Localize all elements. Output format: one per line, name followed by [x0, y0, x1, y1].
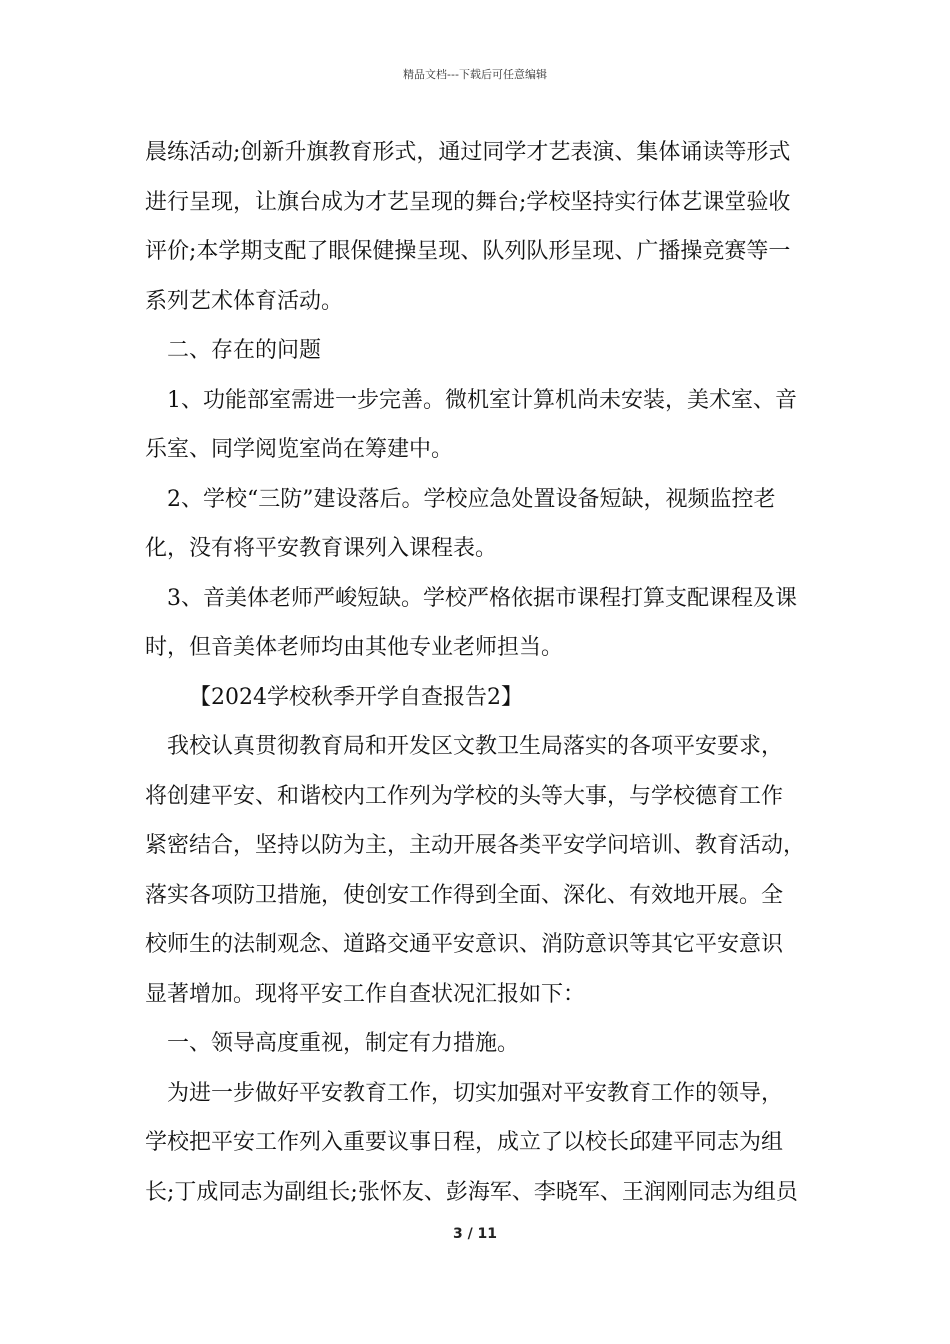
page-number: 3 / 11 — [452, 1226, 498, 1242]
report-title: 【2024学校秋季开学自查报告2】 — [189, 684, 523, 710]
body-line: 乐室、同学阅览室尚在筹建中。 — [145, 437, 454, 462]
body-line: 评价;本学期支配了眼保健操呈现、队列队形呈现、广播操竞赛等一 — [145, 239, 791, 264]
body-line: 紧密结合，坚持以防为主，主动开展各类平安学问培训、教育活动， — [145, 833, 806, 858]
body-line: 3、音美体老师严峻短缺。学校严格依据市课程打算支配课程及课 — [167, 585, 797, 611]
section-heading: 一、领导高度重视，制定有力措施。 — [167, 1031, 520, 1056]
body-line: 校师生的法制观念、道路交通平安意识、消防意识等其它平安意识 — [145, 932, 784, 957]
body-line: 化，没有将平安教育课列入课程表。 — [145, 536, 498, 561]
body-line: 时，但音美体老师均由其他专业老师担当。 — [145, 635, 564, 660]
section-heading: 二、存在的问题 — [167, 338, 322, 363]
body-line: 学校把平安工作列入重要议事日程，成立了以校长邱建平同志为组 — [145, 1130, 784, 1155]
body-line: 为进一步做好平安教育工作，切实加强对平安教育工作的领导， — [167, 1080, 784, 1106]
body-line: 将创建平安、和谐校内工作列为学校的头等大事，与学校德育工作 — [145, 783, 784, 809]
body-line: 进行呈现，让旗台成为才艺呈现的舞台;学校坚持实行体艺课堂验收 — [145, 189, 791, 215]
body-line: 显著增加。现将平安工作自查状况汇报如下： — [145, 981, 586, 1007]
body-line: 2、学校“三防”建设落后。学校应急处置设备短缺，视频监控老 — [167, 486, 776, 512]
body-line: 1、功能部室需进一步完善。微机室计算机尚未安装，美术室、音 — [167, 387, 797, 413]
body-line: 落实各项防卫措施，使创安工作得到全面、深化、有效地开展。全 — [145, 882, 784, 908]
page-header: 精品文档---下载后可任意编辑 — [403, 68, 547, 81]
document-body — [145, 128, 825, 1217]
body-line: 系列艺术体育活动。 — [145, 288, 344, 314]
body-line: 我校认真贯彻教育局和开发区文教卫生局落实的各项平安要求， — [167, 734, 784, 759]
body-line: 晨练活动;创新升旗教育形式，通过同学才艺表演、集体诵读等形式 — [145, 140, 791, 165]
body-line: 长;丁成同志为副组长;张怀友、彭海军、李晓军、王润刚同志为组员 — [145, 1179, 798, 1205]
